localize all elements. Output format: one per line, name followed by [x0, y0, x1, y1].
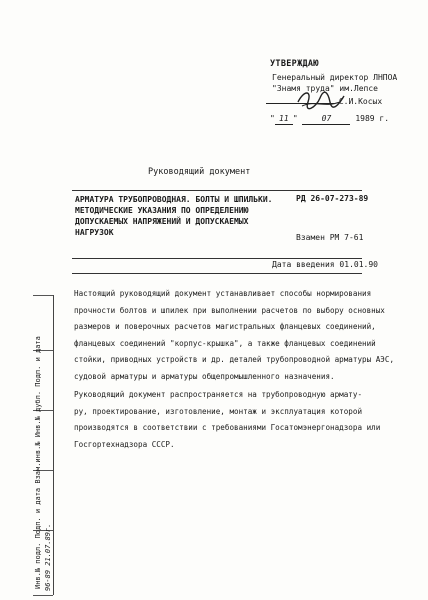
divider [72, 258, 362, 259]
title-line: ДОПУСКАЕМЫХ НАПРЯЖЕНИЙ И ДОПУСКАЕМЫХ [75, 217, 249, 226]
paragraph-line: размеров и поверочных расчетов магистральных фланцевых соединений, [74, 322, 376, 331]
paragraph-line: производятся в соответствии с требованиями Госатомэнергонадзора или [74, 423, 381, 432]
paragraph-line: прочности болтов и шпилек при выполнении расчетов по выбору основных [74, 305, 385, 315]
paragraph-line: фланцевых соединений "корпус-крышка", а также фланцевых соединений [74, 338, 376, 348]
body-paragraph-1 [74, 286, 426, 385]
approval-date-year: 1989 г. [355, 114, 390, 123]
paragraph-line: Руководящий документ распространяется на трубопроводную армату- [74, 390, 363, 399]
approval-date-quote-close: " [292, 114, 298, 123]
paragraph-line: стойки, приводных устройств и др. деталей трубопроводной арматуры АЭС, [74, 355, 395, 364]
approval-signer-row [266, 97, 382, 107]
title-line: АРМАТУРА ТРУБОПРОВОДНАЯ. БОЛТЫ И ШПИЛЬКИ. [75, 195, 273, 204]
approval-date-quote-open: " [270, 114, 275, 123]
divider [72, 190, 362, 191]
paragraph-line: Настоящий руководящий документ устанавливает способы нормирования [74, 289, 372, 298]
title-line: НАГРУЗОК [75, 228, 114, 237]
document-number: РД 26-07-273-89 [296, 194, 369, 203]
paragraph-line: Госгортехнадзора СССР. [74, 439, 175, 449]
stamp-divider [33, 595, 53, 596]
title-line: МЕТОДИЧЕСКИЕ УКАЗАНИЯ ПО ОПРЕДЕЛЕНИЮ [75, 206, 249, 215]
margin-stamp [33, 295, 53, 595]
approval-position: Генеральный директор ЛНПОА [272, 73, 398, 82]
introduction-date: Дата введения 01.01.90 [272, 260, 378, 269]
margin-stamp-handwritten: 96-89 21.07.89г. [44, 523, 52, 591]
approval-date-row [270, 114, 389, 125]
document-type: Руководящий документ [148, 167, 251, 177]
approval-organization: "Знамя труда" им.Лепсе [272, 84, 378, 93]
paragraph-line: судовой арматуры и арматуры общепромышленного назначения. [74, 371, 335, 381]
body-paragraph-2 [74, 387, 426, 453]
margin-stamp-labels: Инв.№ подл. Подп. и дата Взам.инв.№ Инв.№ дубл. Подп. и дата [34, 336, 42, 589]
divider [72, 273, 362, 274]
paragraph-line: ру, проектирование, изготовление, монтаж и эксплуатация которой [74, 406, 363, 416]
document-title [75, 194, 272, 238]
approval-date-month: 07 [302, 114, 350, 125]
approval-title: УТВЕРЖДАЮ [270, 59, 319, 69]
approval-date-day: 11 [275, 114, 293, 125]
approval-signer: С.И.Косых [338, 97, 383, 106]
document-replaces: Взамен РМ 7-61 [296, 233, 364, 242]
